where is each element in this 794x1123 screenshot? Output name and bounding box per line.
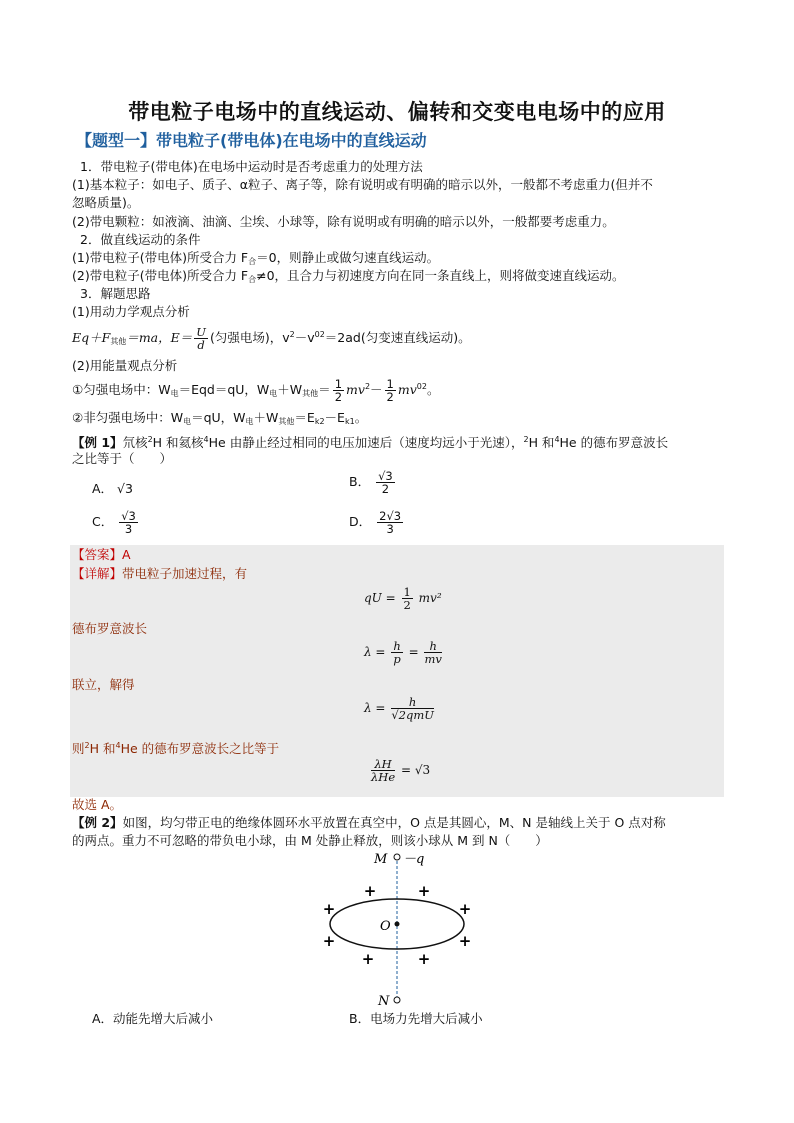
plus-sign: +: [458, 900, 472, 918]
ratio-line: 则$^2$H 和$^4$He 的德布罗意波长之比等于: [72, 741, 280, 756]
sec3-formula2: ①匀强电场中：$W_电=Eqd=qU$，$W_电+W_{其他}=$ $\frac{1}{2}$ $mv^2-$ $\frac{1}{2}$ $mv^{02}$。: [72, 377, 440, 404]
example1-line1: 【例 1】氘核$^2$H 和氦核$^4$He 由静止经过相同的电压加速后（速度均远小于光速），$^2$H 和$^4$He 的德布罗意波长: [72, 435, 669, 450]
answer-label: 【答案】A: [72, 547, 131, 562]
sec2-p1: (1)带电粒子(带电体)所受合力 $F_合=0$，则静止或做匀速直线运动。: [72, 250, 440, 266]
sec2-p2: (2)带电粒子(带电体)所受合力 $F_合\ne 0$，且合力与初速度方向在同一条直线上，则将做变速直线运动。: [72, 268, 625, 284]
label-m: M: [374, 852, 388, 867]
label-o: O: [380, 919, 391, 934]
example2-option-b[interactable]: B．电场力先增大后减小: [349, 1011, 483, 1026]
point-o: [395, 922, 400, 927]
sec1-p1a: (1)基本粒子：如电子、质子、α粒子、离子等，除有说明或有明确的暗示以外，一般都不考虑重力(但并不: [72, 177, 653, 192]
debroglie-line: 德布罗意波长: [72, 621, 148, 636]
plus-sign: +: [417, 950, 431, 968]
equation-result: λ = $\frac{h}{\text{√2qmU}}$: [364, 695, 434, 722]
plus-sign: +: [458, 932, 472, 950]
sec3-formula3: ②非匀强电场中：$W_电=qU$，$W_电+W_{其他}=E_{k2}-E_{k1}$。: [72, 410, 368, 426]
sec3-p2: (2)用能量观点分析: [72, 358, 178, 373]
example2-option-a[interactable]: A．动能先增大后减小: [92, 1011, 214, 1026]
sec1-p1b: 忽略质量)。: [72, 195, 140, 210]
section-title: 【题型一】带电粒子(带电体)在电场中的直线运动: [76, 131, 427, 150]
page-title: 带电粒子电场中的直线运动、偏转和交变电电场中的应用: [128, 100, 666, 124]
example1-option-d[interactable]: D． $\frac{2√3}{3}$: [349, 509, 402, 536]
combine-line: 联立，解得: [72, 677, 135, 692]
equation-wavelength: λ = $\frac{h}{p}$ = $\frac{h}{mv}$: [364, 639, 442, 666]
equation-ratio: $\frac{\lambda H}{\text{λHe}}$ = √3: [371, 757, 431, 784]
sec2-heading: 2．做直线运动的条件: [80, 232, 201, 247]
conclusion-line: 故选 A。: [72, 797, 123, 812]
plus-sign: +: [417, 882, 431, 900]
example1-option-c[interactable]: C． $\frac{√3}{3}$: [92, 509, 136, 536]
plus-sign: +: [322, 932, 336, 950]
example1-option-b[interactable]: B． $\frac{√3}{2}$: [349, 469, 393, 496]
point-m: [394, 854, 400, 860]
plus-sign: +: [361, 950, 375, 968]
example2-line1: 【例 2】如图，均匀带正电的绝缘体圆环水平放置在真空中，O 点是其圆心，M、N 是轴线上关于 O 点对称: [72, 815, 666, 830]
example1-option-a[interactable]: A． √3: [92, 481, 133, 496]
label-n: N: [378, 994, 390, 1008]
plus-sign: +: [322, 900, 336, 918]
example2-line2: 的两点。重力不可忽略的带负电小球，由 M 处静止释放，则该小球从 M 到 N（ ）: [72, 833, 548, 848]
detail-line: 【详解】带电粒子加速过程，有: [72, 566, 248, 581]
ring-figure: [300, 848, 500, 1008]
sec3-formula1: $Eq+F_{其他}=ma$，E＝ $\frac{U}{d}$ (匀强电场)，$v^2-v^{02}=2ad$(匀变速直线运动)。: [72, 325, 471, 352]
example1-line2: 之比等于（ ）: [72, 451, 173, 466]
plus-sign: +: [363, 882, 377, 900]
sec1-heading: 1．带电粒子(带电体)在电场中运动时是否考虑重力的处理方法: [80, 159, 423, 174]
sec1-p2: (2)带电颗粒：如液滴、油滴、尘埃、小球等，除有说明或有明确的暗示以外，一般都要考虑重力。: [72, 214, 615, 229]
label-charge: －q: [403, 852, 425, 867]
point-n: [394, 997, 400, 1003]
sec3-p1: (1)用动力学观点分析: [72, 304, 190, 319]
sec3-heading: 3．解题思路: [80, 286, 151, 301]
equation-energy: qU = $\frac{1}{2}$ mv²: [364, 585, 442, 612]
